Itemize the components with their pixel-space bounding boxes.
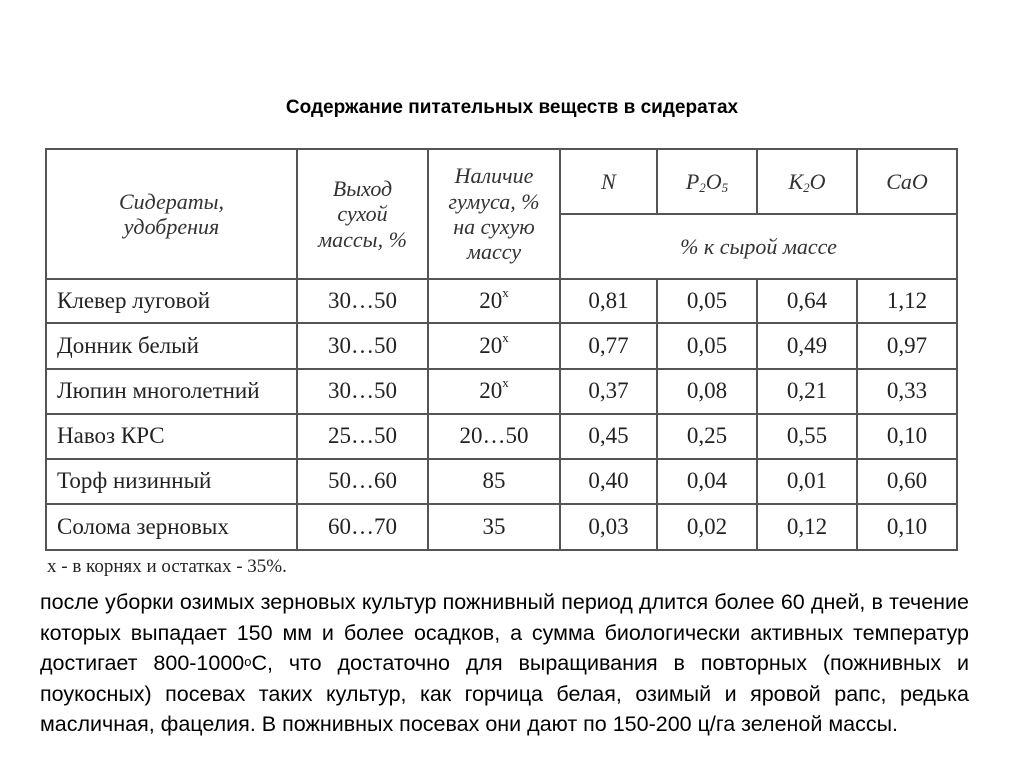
table-row (46, 414, 957, 459)
cell-yield (297, 414, 428, 459)
cell-cao-text: 0,97 (886, 332, 928, 358)
formula-part: P (685, 168, 700, 194)
table-row (46, 279, 957, 323)
header-line: массы, % (318, 226, 407, 252)
cell-yield (297, 279, 428, 323)
formula-subscript: 2 (803, 179, 810, 195)
cell-p2o5-text: 0,05 (686, 332, 728, 358)
cell-k2o-text: 0,12 (786, 513, 828, 539)
cell-cao (857, 414, 957, 459)
nutrient-table (45, 148, 958, 551)
header-line: сухой (337, 201, 388, 227)
cell-humus-text: 35 (482, 513, 506, 539)
formula-subscript: 5 (721, 179, 729, 195)
cell-yield-text: 30…50 (328, 287, 397, 313)
header-line: Сидераты, (118, 188, 225, 214)
cell-n (560, 504, 657, 550)
body-paragraph (40, 587, 969, 740)
formula-subscript: 2 (699, 179, 706, 195)
cell-k2o-text: 0,55 (786, 423, 828, 449)
cell-k2o-text: 0,64 (786, 287, 828, 313)
header-raw-mass-percent: % к сырой массе (560, 214, 957, 279)
cell-n-text: 0,37 (588, 378, 629, 404)
cell-name (46, 504, 297, 550)
cell-humus-text: 20 (479, 287, 503, 313)
formula-part: K (788, 168, 804, 194)
cell-humus (428, 459, 560, 504)
cell-name (46, 459, 297, 504)
cell-humus (428, 323, 560, 369)
cell-n (560, 279, 657, 323)
cell-k2o-text: 0,49 (786, 332, 828, 358)
degree-mark: о (244, 654, 252, 669)
cell-k2o-text: 0,01 (786, 468, 828, 494)
cell-k2o (757, 369, 857, 414)
cell-k2o (757, 323, 857, 369)
table-header-row (46, 149, 957, 214)
cell-n (560, 369, 657, 414)
cell-k2o (757, 414, 857, 459)
cell-cao (857, 369, 957, 414)
cell-name-text: Торф низинный (57, 468, 212, 494)
cell-n (560, 323, 657, 369)
cell-n-text: 0,45 (588, 423, 629, 449)
cell-p2o5-text: 0,02 (686, 513, 728, 539)
cell-humus (428, 369, 560, 414)
header-humus (428, 149, 560, 279)
cell-p2o5 (657, 414, 757, 459)
cell-n (560, 459, 657, 504)
header-cao: CaO (857, 149, 957, 214)
cell-yield (297, 459, 428, 504)
cell-n-text: 0,40 (588, 468, 629, 494)
cell-humus-text: 20…50 (459, 423, 529, 449)
cell-p2o5 (657, 459, 757, 504)
cell-p2o5-text: 0,04 (686, 468, 728, 494)
cell-name (46, 414, 297, 459)
formula-part: O (809, 168, 826, 194)
cell-cao (857, 459, 957, 504)
paragraph-text: после уборки озимых зерновых культур пожнивный период длится более 60 дней, в течение которых выпадает 150 мм и более осадков, а сумма биологически активных температур достигает 800-1000 (40, 590, 969, 675)
cell-p2o5 (657, 369, 757, 414)
table-row (46, 504, 957, 550)
cell-cao (857, 323, 957, 369)
header-green-manures (46, 149, 297, 279)
cell-yield-text: 25…50 (328, 423, 397, 449)
cell-name-text: Донник белый (57, 332, 199, 358)
cell-p2o5-text: 0,25 (686, 423, 728, 449)
cell-yield (297, 323, 428, 369)
cell-name-text: Люпин многолетний (57, 378, 260, 404)
table-row (46, 323, 957, 369)
cell-humus (428, 279, 560, 323)
cell-n-text: 0,81 (588, 287, 629, 313)
cell-p2o5-text: 0,05 (686, 287, 728, 313)
cell-n (560, 414, 657, 459)
cell-yield-text: 50…60 (328, 468, 397, 494)
cell-yield-text: 30…50 (328, 332, 397, 358)
cell-k2o (757, 279, 857, 323)
formula-part: O (705, 168, 722, 194)
cell-cao-text: 0,33 (886, 378, 928, 404)
header-line: удобрения (123, 214, 220, 239)
cell-humus-text: 85 (482, 468, 506, 494)
header-line: массу (466, 239, 522, 265)
cell-k2o (757, 504, 857, 550)
cell-name (46, 369, 297, 414)
humus-footnote-mark: x (502, 375, 509, 391)
table-row (46, 369, 957, 414)
cell-cao-text: 0,60 (886, 468, 928, 494)
cell-k2o-text: 0,21 (786, 378, 828, 404)
cell-cao (857, 279, 957, 323)
cell-yield (297, 504, 428, 550)
cell-humus (428, 504, 560, 550)
cell-cao (857, 504, 957, 550)
cell-p2o5-text: 0,08 (686, 378, 728, 404)
cell-humus (428, 414, 560, 459)
cell-yield-text: 30…50 (328, 378, 397, 404)
humus-footnote-mark: x (502, 329, 509, 345)
table-footnote: х - в корнях и остатках - 35%. (47, 556, 287, 577)
header-dry-mass-yield (297, 149, 428, 279)
cell-p2o5 (657, 323, 757, 369)
cell-n-text: 0,03 (588, 513, 629, 539)
cell-name-text: Навоз КРС (57, 423, 165, 449)
cell-name-text: Солома зерновых (57, 513, 229, 539)
cell-yield-text: 60…70 (328, 513, 397, 539)
cell-n-text: 0,77 (588, 332, 629, 358)
header-n: N (560, 149, 657, 214)
header-line: Наличие (454, 163, 534, 189)
page-title: Содержание питательных веществ в сидератах (285, 97, 739, 118)
cell-cao-text: 0,10 (886, 513, 928, 539)
cell-name (46, 323, 297, 369)
cell-cao-text: 0,10 (886, 423, 928, 449)
cell-cao-text: 1,12 (886, 287, 928, 313)
cell-humus-text: 20 (479, 378, 503, 404)
paragraph-text: С, что достаточно для выращивания в повторных (пожнивных и поукосных) посевах таких культур, как горчица белая, озимый и яровой рапс, редька масличная, фацелия. В пожнивных посевах они дают по 150-200 ц/га зеленой массы. (40, 651, 969, 736)
table-row (46, 459, 957, 504)
header-line: Выход (332, 176, 393, 202)
cell-k2o (757, 459, 857, 504)
header-line: на сухую (453, 214, 535, 239)
header-p2o5 (657, 149, 757, 214)
cell-name (46, 279, 297, 323)
humus-footnote-mark: x (502, 284, 509, 300)
table-body (46, 279, 957, 550)
cell-p2o5 (657, 504, 757, 550)
header-k2o (757, 149, 857, 214)
cell-yield (297, 369, 428, 414)
header-line: гумуса, % (448, 188, 540, 214)
cell-p2o5 (657, 279, 757, 323)
cell-humus-text: 20 (479, 332, 503, 358)
cell-name-text: Клевер луговой (57, 287, 211, 313)
